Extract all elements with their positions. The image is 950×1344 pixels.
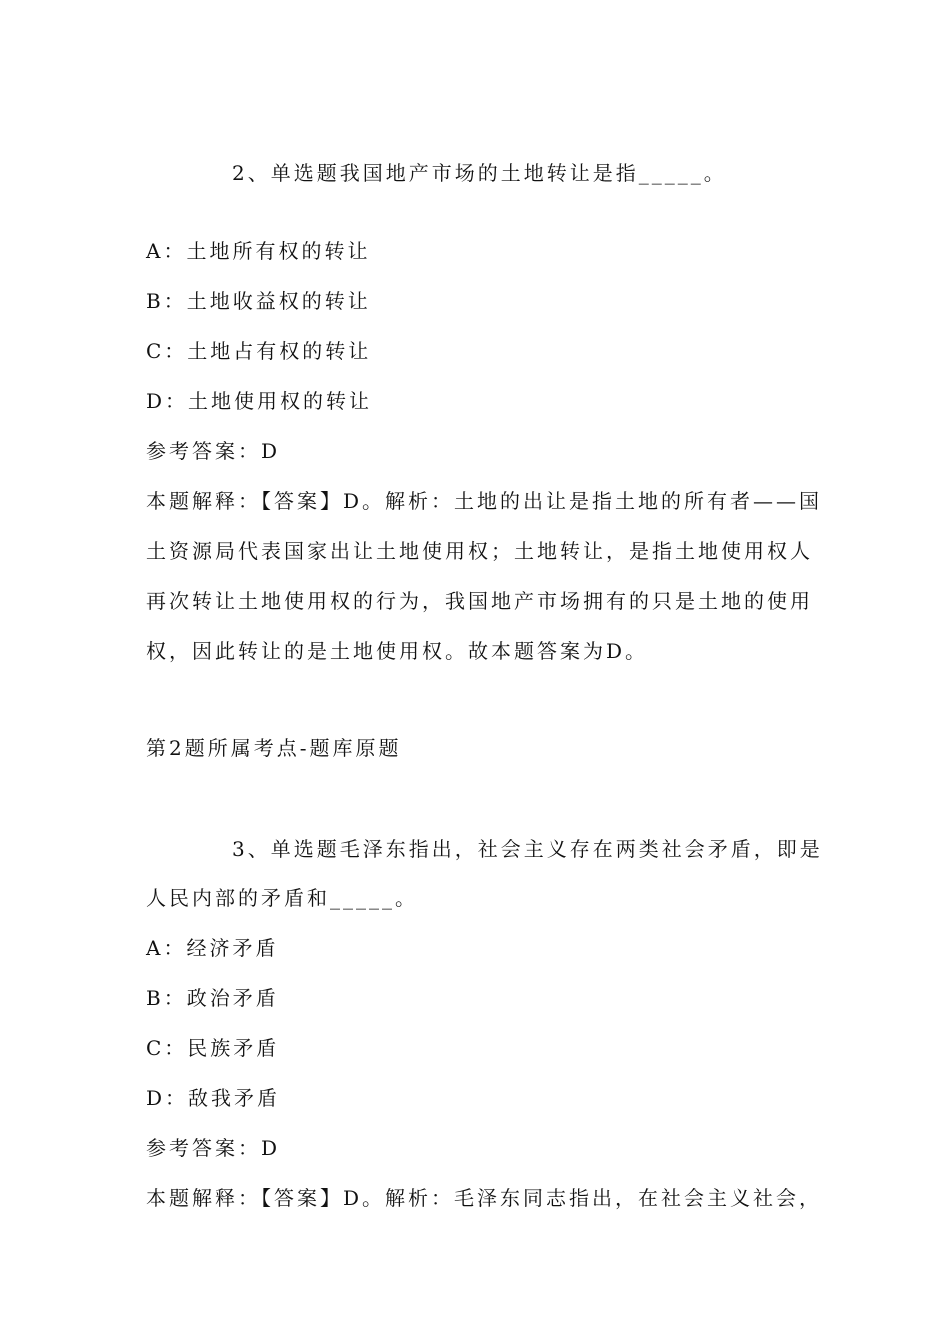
q3-explanation-line: 本题解释：【答案】D。解析：毛泽东同志指出，在社会主义社会，: [146, 1186, 823, 1210]
q2-explanation-line: 土资源局代表国家出让土地使用权；土地转让，是指土地使用权人: [146, 539, 813, 563]
q3-option-c: C：民族矛盾: [146, 1036, 280, 1060]
q2-explanation-line: 权，因此转让的是土地使用权。故本题答案为D。: [146, 639, 649, 663]
q2-option-d: D：土地使用权的转让: [146, 389, 373, 413]
q2-option-c: C：土地占有权的转让: [146, 339, 372, 363]
q3-stem-line: 3、单选题毛泽东指出，社会主义存在两类社会矛盾，即是: [232, 837, 823, 861]
q2-option-b: B：土地收益权的转让: [146, 289, 371, 313]
q2-answer: 参考答案：D: [146, 439, 281, 463]
q3-stem-line: 人民内部的矛盾和_____。: [146, 886, 418, 910]
q2-explanation-line: 再次转让土地使用权的行为，我国地产市场拥有的只是土地的使用: [146, 589, 813, 613]
q2-source: 第2题所属考点-题库原题: [146, 736, 402, 760]
q3-answer: 参考答案：D: [146, 1136, 281, 1160]
q3-option-d: D：敌我矛盾: [146, 1086, 281, 1110]
q2-explanation-line: 本题解释：【答案】D。解析：土地的出让是指土地的所有者——国: [146, 489, 823, 513]
q3-option-b: B：政治矛盾: [146, 986, 279, 1010]
q2-option-a: A：土地所有权的转让: [146, 239, 371, 263]
q3-option-a: A：经济矛盾: [146, 936, 279, 960]
q2-stem: 2、单选题我国地产市场的土地转让是指_____。: [232, 161, 727, 185]
